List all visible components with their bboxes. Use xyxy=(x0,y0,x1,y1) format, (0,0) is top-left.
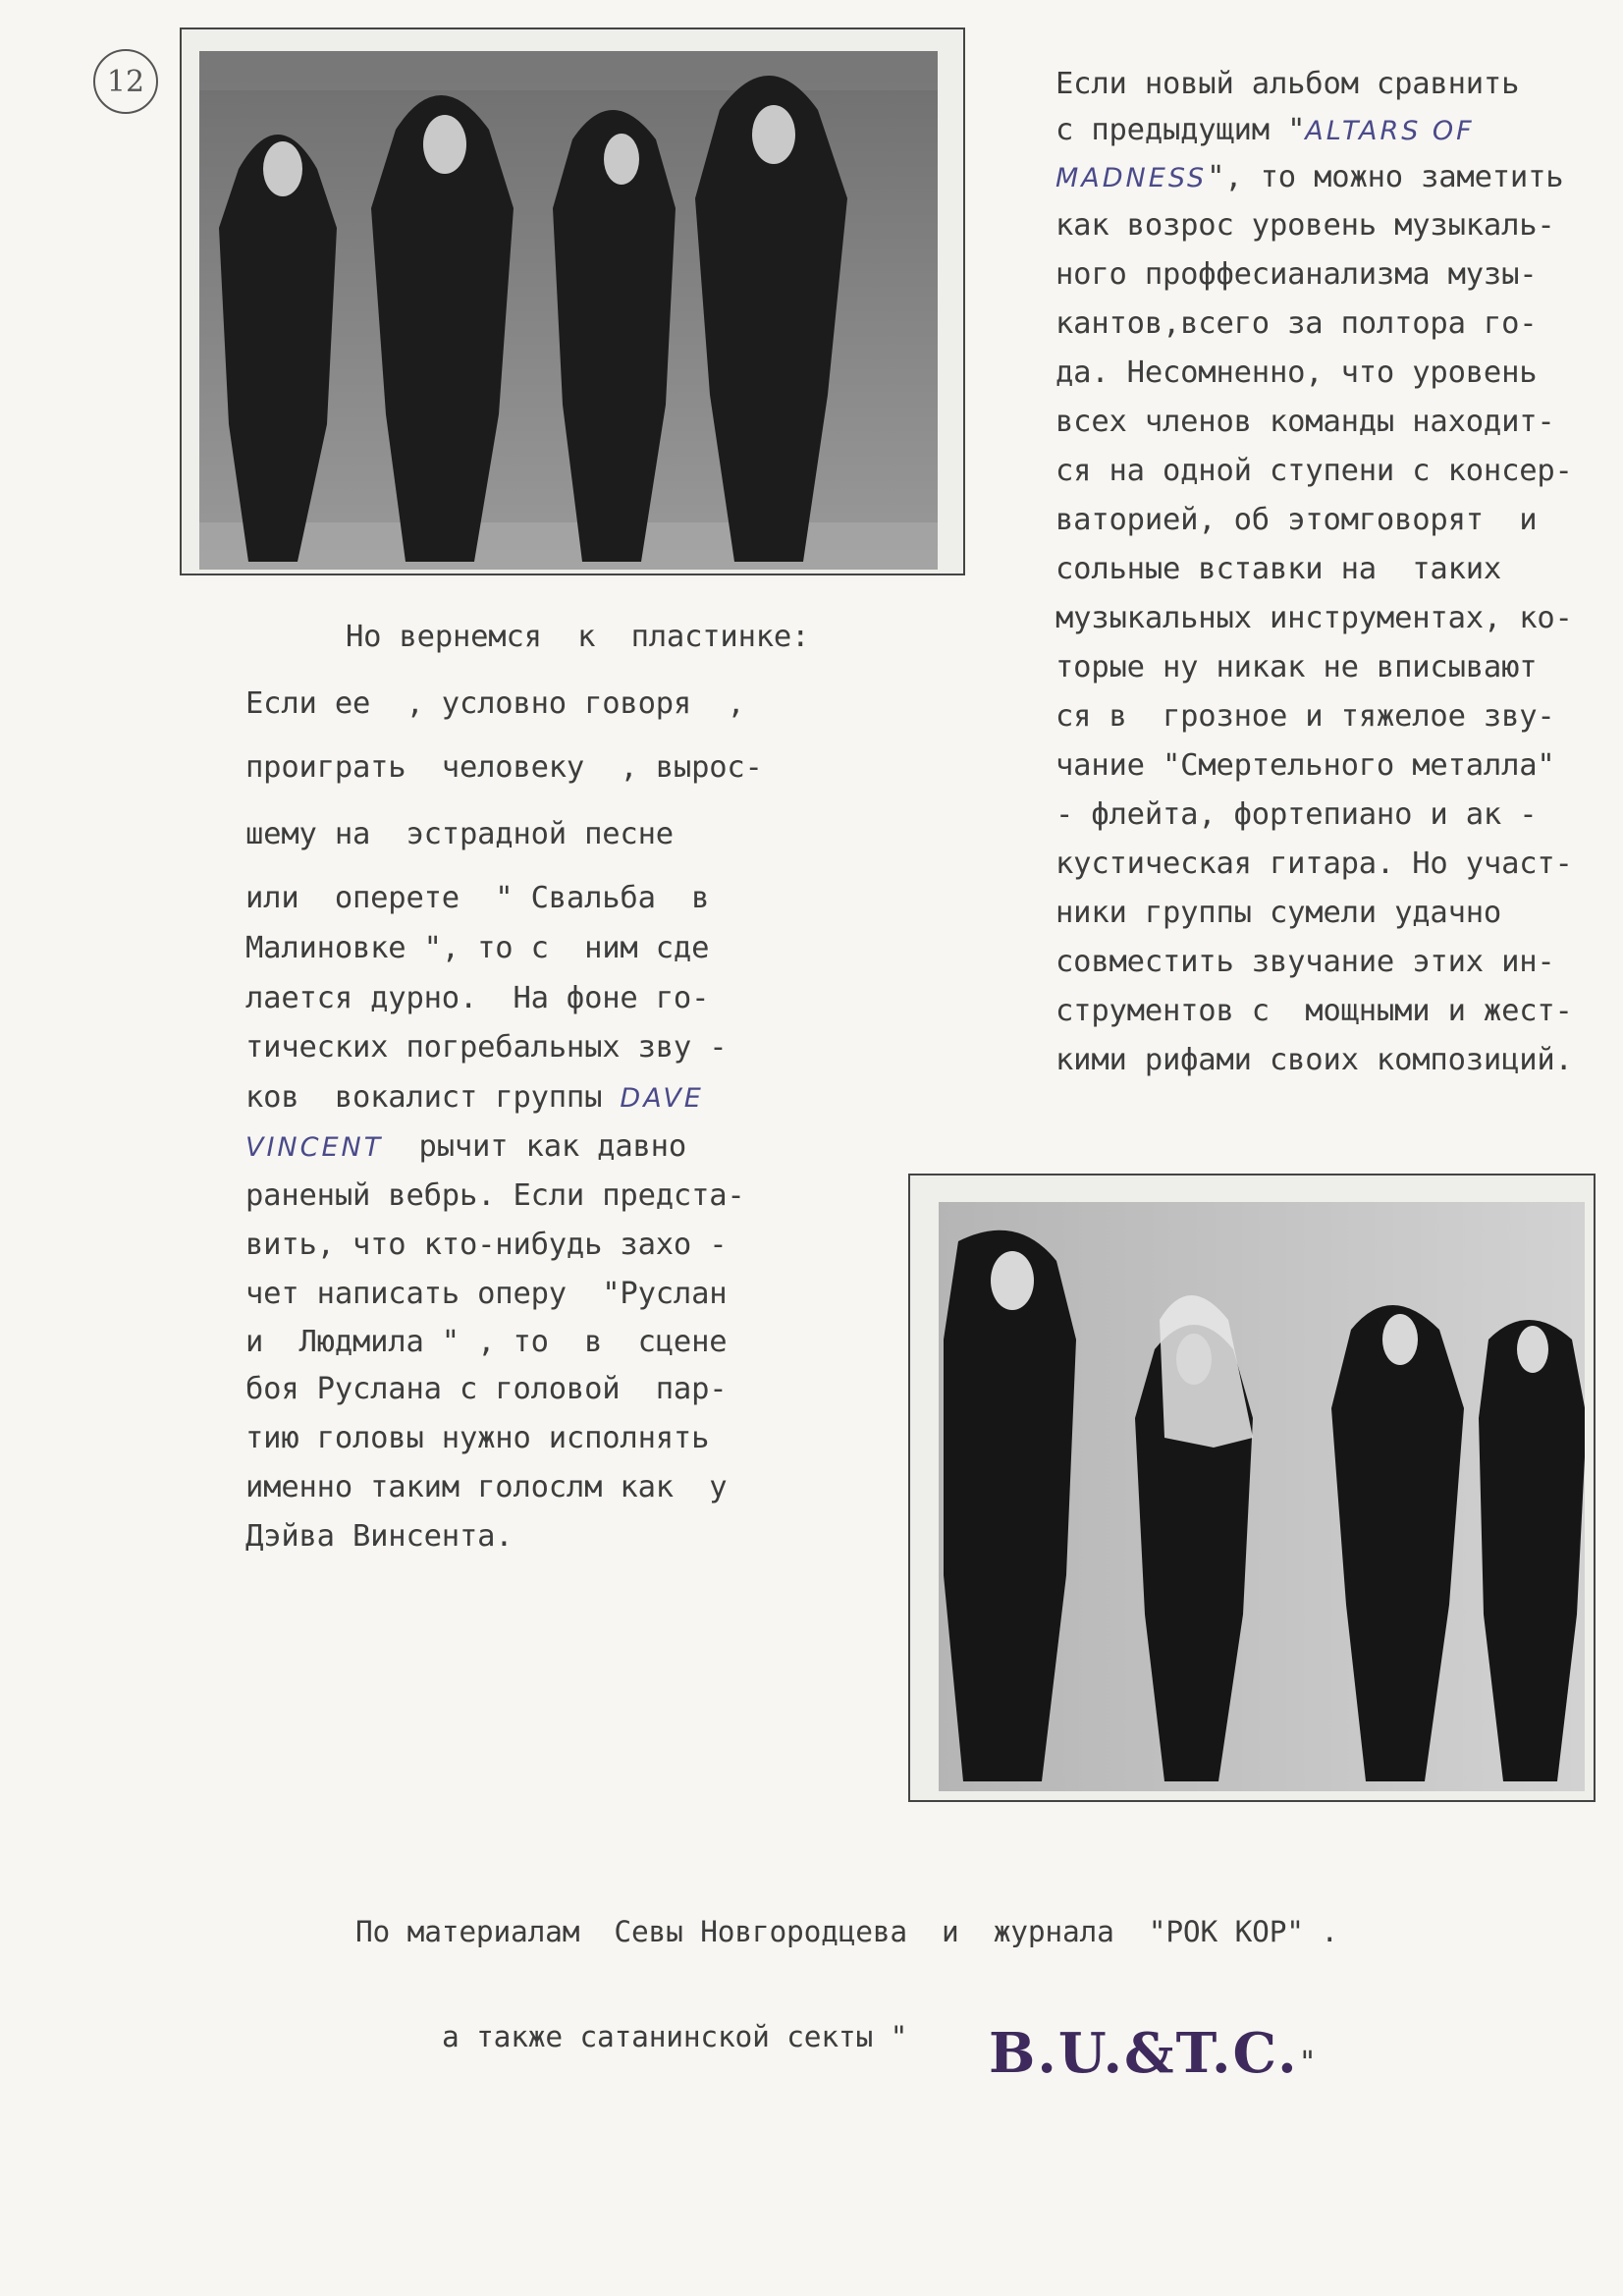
left-text-line-17: Дэйва Винсента. xyxy=(245,1519,514,1554)
right-text-line-13: торые ну никак не вписывают xyxy=(1055,650,1538,684)
left-text-heading: Но вернемся к пластинке: xyxy=(346,620,810,654)
footer-credits-line-1: По материалам Севы Новгородцева и журнала "РОК КОР" . xyxy=(355,1915,1338,1948)
right-text-line-16: - флейта, фортепиано и ак - xyxy=(1055,797,1538,832)
right-text-line-3 xyxy=(1055,160,1564,194)
page-number: 12 xyxy=(93,49,158,114)
handwritten-vocalist-name-part-2: VINCENT xyxy=(245,1132,384,1163)
left-text-fragment: рычит как давно xyxy=(383,1129,686,1164)
right-text-fragment: с предыдущим " xyxy=(1055,113,1306,147)
right-text-line-5: ного проффесианализма музы- xyxy=(1055,257,1538,292)
right-text-line-10: ваторией, об этомговорят и xyxy=(1055,503,1538,537)
right-text-line-4: как возрос уровень музыкаль- xyxy=(1055,208,1555,243)
left-text-line-14: боя Руслана с головой пар- xyxy=(245,1372,728,1406)
right-text-line-2 xyxy=(1055,113,1475,147)
right-text-line-9: ся на одной ступени с консер- xyxy=(1055,454,1573,488)
right-text-line-6: кантов,всего за полтора го- xyxy=(1055,306,1538,341)
left-text-fragment: ков вокалист группы xyxy=(245,1080,621,1115)
right-text-fragment: ", то можно заметить xyxy=(1207,160,1564,194)
footer-credits-line-2: а также сатанинской секты " xyxy=(442,2020,908,2053)
band-photo-bottom-frame xyxy=(908,1174,1596,1802)
handwritten-vocalist-name-part-1: DAVE xyxy=(620,1083,704,1114)
left-text-line-12: чет написать оперу "Руслан xyxy=(245,1277,728,1311)
right-text-line-8: всех членов команды находит- xyxy=(1055,405,1555,439)
left-text-line-1: Если ее , условно говоря , xyxy=(245,686,745,721)
band-photo-top xyxy=(199,51,938,570)
left-text-line-13: и Людмила " , то в сцене xyxy=(245,1325,728,1359)
left-text-line-8 xyxy=(245,1080,704,1115)
right-text-line-1: Если новый альбом сравнить xyxy=(1055,67,1520,101)
left-text-line-6: лается дурно. На фоне го- xyxy=(245,981,710,1015)
left-text-line-16: именно таким голослм как у xyxy=(245,1470,728,1504)
left-text-line-15: тию головы нужно исполнять xyxy=(245,1421,710,1455)
left-text-line-2: проиграть человеку , вырос- xyxy=(245,750,763,785)
left-text-line-4: или оперете " Свальба в xyxy=(245,881,710,915)
right-text-line-19: совместить звучание этих ин- xyxy=(1055,945,1555,979)
band-photo-bottom xyxy=(939,1202,1585,1791)
left-text-line-11: вить, что кто-нибудь захо - xyxy=(245,1228,728,1262)
right-text-line-14: ся в грозное и тяжелое зву- xyxy=(1055,699,1555,734)
right-text-line-20: струментов с мощными и жест- xyxy=(1055,994,1573,1028)
right-text-line-15: чание "Смертельного металла" xyxy=(1055,748,1555,783)
left-text-line-3: шему на эстрадной песне xyxy=(245,817,674,851)
closing-quote: " xyxy=(1298,2046,1319,2080)
band-photo-top-frame xyxy=(180,27,965,575)
right-text-line-7: да. Несомненно, что уровень xyxy=(1055,355,1538,390)
stamp-signature-text: B.U.&T.C. xyxy=(989,2021,1299,2086)
left-text-line-7: тических погребальных зву - xyxy=(245,1030,728,1065)
handwritten-album-title-part-2: MADNESS xyxy=(1055,163,1208,193)
right-text-line-21: кими рифами своих композиций. xyxy=(1055,1043,1573,1077)
band-photo-bottom-image xyxy=(939,1202,1585,1791)
left-text-line-5: Малиновке ", то с ним сде xyxy=(245,931,710,965)
right-text-line-12: музыкальных инструментах, ко- xyxy=(1055,601,1573,635)
right-text-line-17: кустическая гитара. Но участ- xyxy=(1055,847,1573,881)
left-text-line-9 xyxy=(245,1129,686,1164)
right-text-line-18: ники группы сумели удачно xyxy=(1055,896,1502,930)
stamp-signature xyxy=(989,2021,1319,2086)
handwritten-album-title-part-1: ALTARS OF xyxy=(1305,116,1475,146)
right-text-line-11: сольные вставки на таких xyxy=(1055,552,1502,586)
band-photo-top-image xyxy=(199,51,938,570)
left-text-line-10: раненый вебрь. Если предста- xyxy=(245,1178,745,1213)
